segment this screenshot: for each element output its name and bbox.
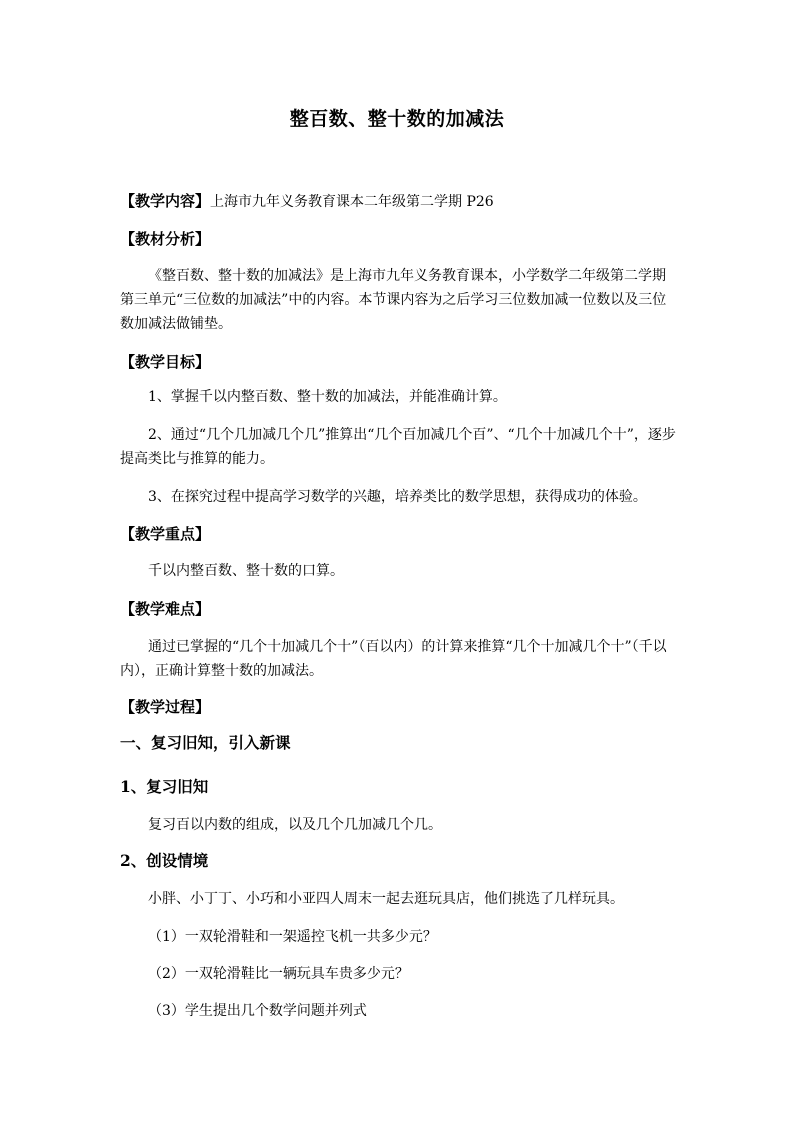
teaching-content-line (120, 189, 680, 214)
subsection-review-text: 复习百以内数的组成，以及几个几加减几个几。 (148, 817, 442, 833)
goal-item-2: 2、通过“几个几加减几个几”推算出“几个百加减几个百”、“几个十加减几个十”，逐步提高类比与推算的能力。 (120, 427, 676, 467)
subsection-review-heading: 1、复习旧知 (120, 777, 209, 796)
analysis-paragraph: 《整百数、整十数的加减法》是上海市九年义务教育课本，小学数学二年级第二学期第三单元“三位数的加减法”中的内容。本节课内容为之后学习三位数加减一位数以及三位数加减法做铺垫。 (120, 268, 667, 332)
subsection-scenario-heading: 2、创设情境 (120, 851, 209, 870)
goal-item-3: 3、在探究过程中提高学习数学的兴趣，培养类比的数学思想，获得成功的体验。 (148, 489, 647, 505)
keypoint-text: 千以内整百数、整十数的口算。 (148, 563, 344, 579)
teaching-content-text: 上海市九年义务教育课本二年级第二学期 P26 (210, 194, 494, 210)
analysis-heading: 【教材分析】 (120, 230, 211, 248)
keypoint-heading: 【教学重点】 (120, 525, 211, 543)
process-heading: 【教学过程】 (120, 698, 211, 716)
section-review-heading: 一、复习旧知，引入新课 (120, 733, 291, 752)
difficulty-heading: 【教学难点】 (120, 600, 211, 618)
document-title: 整百数、整十数的加减法 (289, 108, 505, 130)
question-item-2: （2）一双轮滑鞋比一辆玩具车贵多少元？ (148, 966, 409, 982)
teaching-content-label: 【教学内容】 (120, 192, 211, 210)
subsection-scenario-text: 小胖、小丁丁、小巧和小亚四人周末一起去逛玩具店，他们挑选了几样玩具。 (148, 891, 624, 907)
goal-item-1: 1、掌握千以内整百数、整十数的加减法，并能准确计算。 (148, 389, 507, 405)
difficulty-paragraph: 通过已掌握的“几个十加减几个十”（百以内）的计算来推算“几个十加减几个十”（千以内），正确计算整十数的加减法。 (120, 639, 667, 679)
goals-heading: 【教学目标】 (120, 353, 211, 371)
question-item-1: （1）一双轮滑鞋和一架遥控飞机一共多少元？ (148, 929, 437, 945)
question-item-3: （3）学生提出几个数学问题并列式 (148, 1003, 367, 1019)
